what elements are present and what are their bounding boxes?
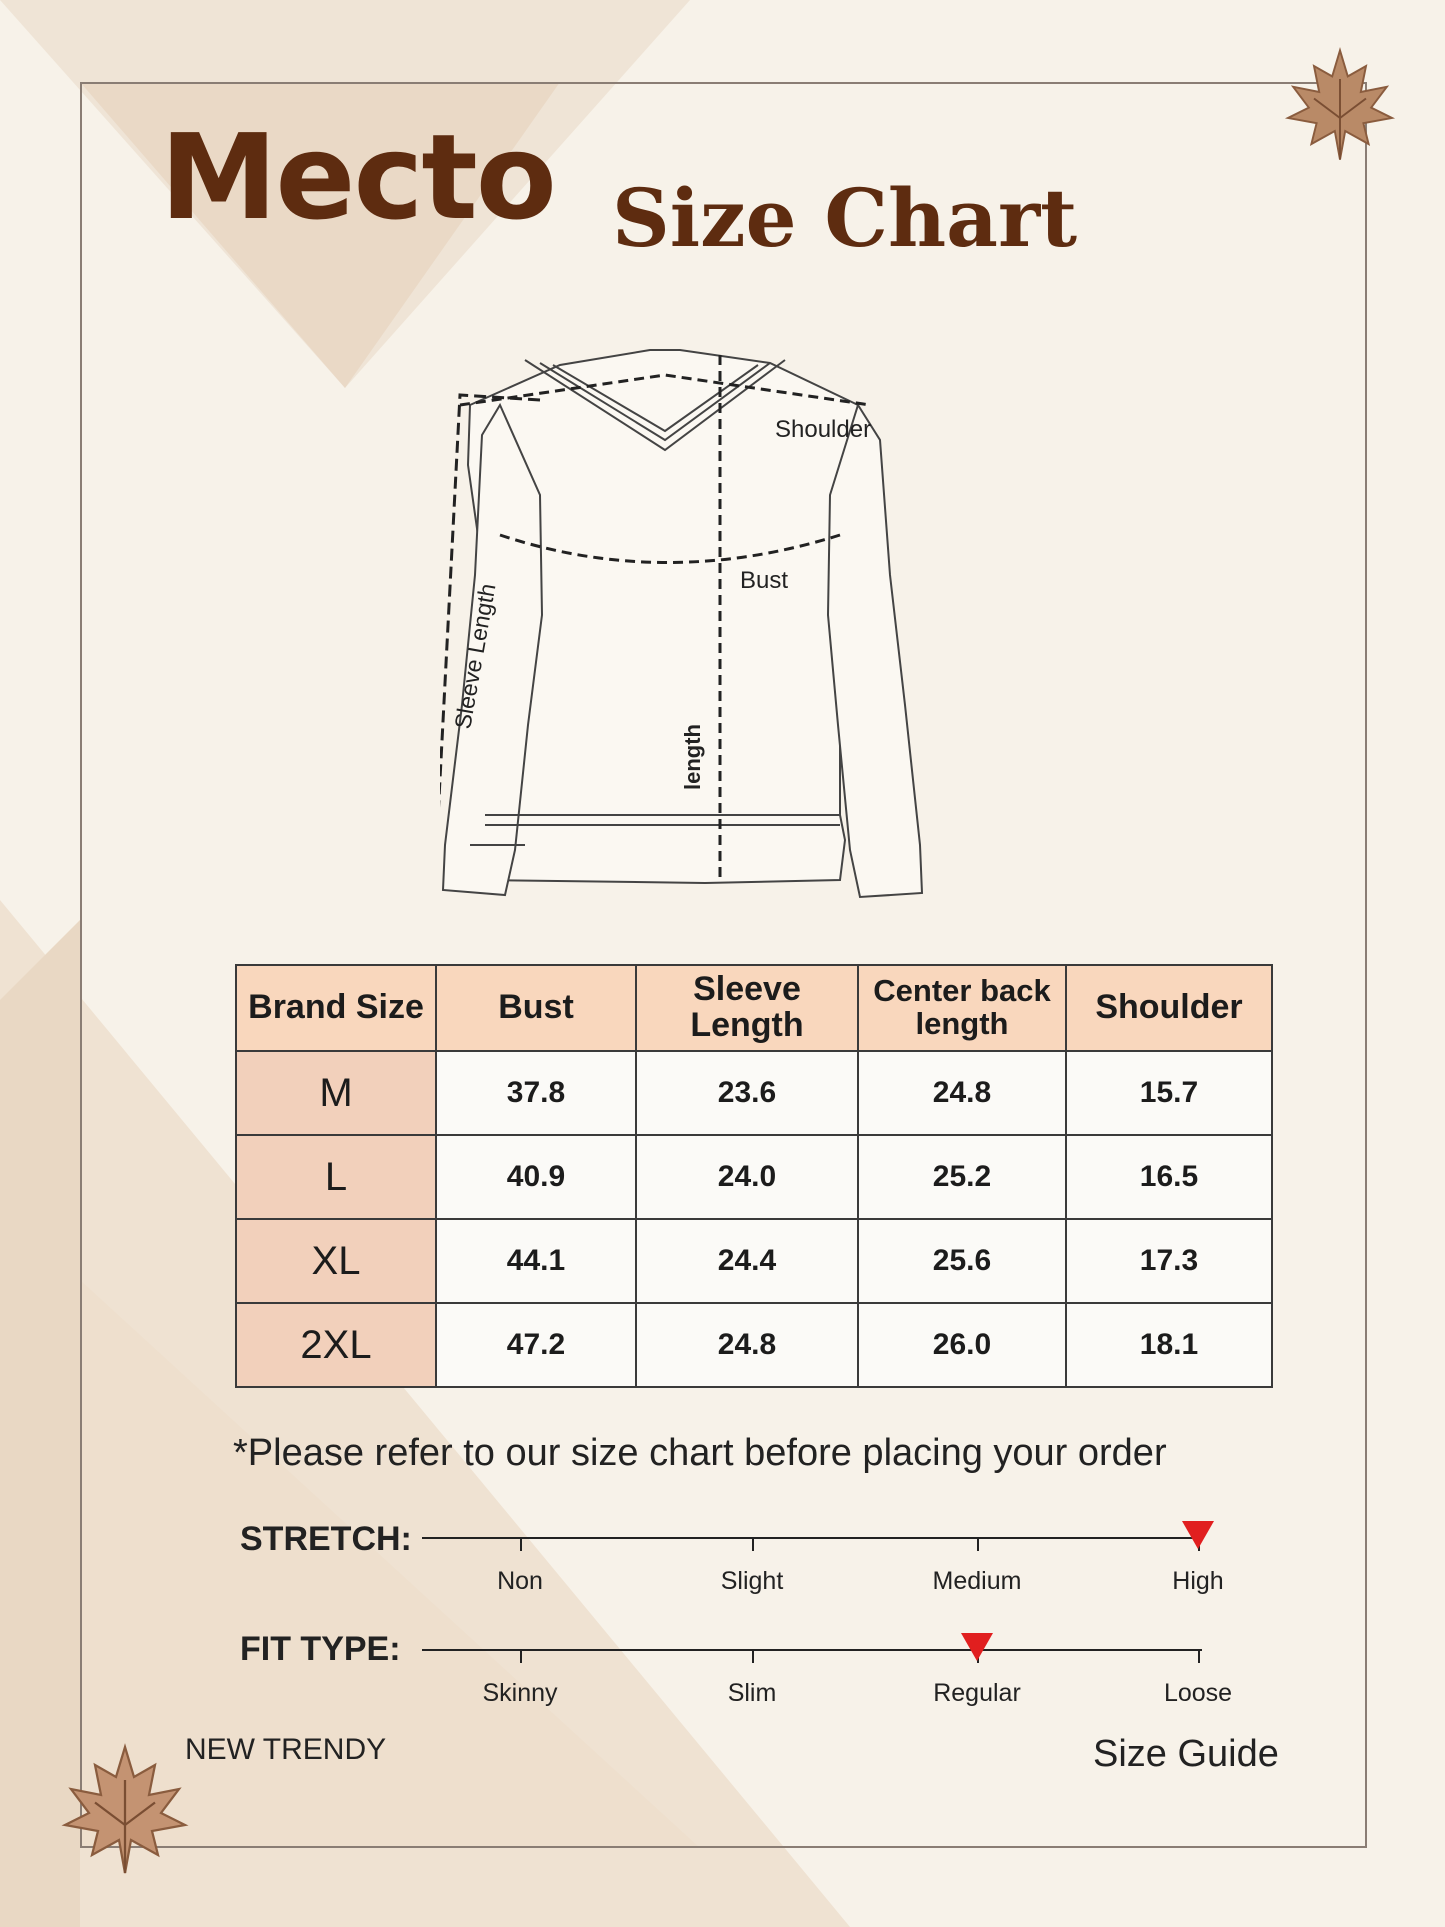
bust-cell: 37.8: [436, 1051, 636, 1135]
sleeve-cell: 24.4: [636, 1219, 858, 1303]
stretch-label: STRETCH:: [240, 1520, 412, 1558]
scale-option-slight: Slight: [720, 1567, 784, 1595]
scale-tick: [1198, 1649, 1200, 1663]
fit-type-label: FIT TYPE:: [240, 1630, 401, 1668]
table-header-row: [236, 965, 1272, 1051]
shoulder-cell: 18.1: [1066, 1303, 1272, 1387]
scale-tick: [520, 1537, 522, 1551]
table-row: [236, 1219, 1272, 1303]
size-cell: L: [236, 1135, 436, 1219]
fit-type-scale: [422, 1649, 1233, 1709]
scale-line: [422, 1649, 1202, 1651]
bust-label: Bust: [740, 567, 789, 594]
scale-option-regular: Regular: [933, 1679, 1021, 1707]
shoulder-cell: 17.3: [1066, 1219, 1272, 1303]
scale-tick: [752, 1537, 754, 1551]
scale-option-slim: Slim: [727, 1679, 777, 1707]
sweater-diagram: [440, 345, 960, 905]
sleeve-cell: 24.8: [636, 1303, 858, 1387]
maple-leaf-icon: [1275, 40, 1405, 170]
back-length-cell: 25.2: [858, 1135, 1066, 1219]
scale-option-high: High: [1172, 1567, 1224, 1595]
table-row: [236, 1303, 1272, 1387]
selected-marker-icon: [1182, 1521, 1214, 1549]
scale-tick: [977, 1537, 979, 1551]
scale-line: [422, 1537, 1202, 1539]
back-length-cell: 25.6: [858, 1219, 1066, 1303]
size-cell: M: [236, 1051, 436, 1135]
page-subtitle: Size Chart: [612, 171, 1078, 265]
back-length-cell: 24.8: [858, 1051, 1066, 1135]
header-shoulder: Shoulder: [1066, 965, 1272, 1051]
table-row: [236, 1135, 1272, 1219]
order-note: *Please refer to our size chart before placing your order: [233, 1432, 1167, 1474]
size-cell: 2XL: [236, 1303, 436, 1387]
sleeve-length-label: Sleeve Length: [449, 581, 501, 731]
shoulder-cell: 15.7: [1066, 1051, 1272, 1135]
scale-option-non: Non: [497, 1567, 543, 1595]
header-brand-size: Brand Size: [236, 965, 436, 1051]
header-bust: Bust: [436, 965, 636, 1051]
brand-title: Mecto: [160, 108, 555, 246]
stretch-scale: [422, 1537, 1224, 1597]
table-row: [236, 1051, 1272, 1135]
shoulder-cell: 16.5: [1066, 1135, 1272, 1219]
footer-size-guide: Size Guide: [1093, 1733, 1279, 1775]
scale-option-loose: Loose: [1163, 1679, 1233, 1707]
size-cell: XL: [236, 1219, 436, 1303]
scale-option-medium: Medium: [932, 1567, 1022, 1595]
back-length-cell: 26.0: [858, 1303, 1066, 1387]
footer-tagline: NEW TRENDY: [185, 1733, 387, 1766]
sleeve-cell: 23.6: [636, 1051, 858, 1135]
scale-tick: [752, 1649, 754, 1663]
header-sleeve-length: Sleeve Length: [636, 965, 858, 1051]
scale-tick: [520, 1649, 522, 1663]
shoulder-label: Shoulder: [775, 416, 872, 443]
bust-cell: 47.2: [436, 1303, 636, 1387]
bust-cell: 40.9: [436, 1135, 636, 1219]
maple-leaf-icon: [50, 1735, 200, 1885]
length-label: length: [680, 724, 705, 790]
header-center-back-length: Center back length: [858, 965, 1066, 1051]
scale-option-skinny: Skinny: [482, 1679, 558, 1707]
selected-marker-icon: [961, 1633, 993, 1661]
size-table: [235, 964, 1273, 1388]
sleeve-cell: 24.0: [636, 1135, 858, 1219]
bust-cell: 44.1: [436, 1219, 636, 1303]
